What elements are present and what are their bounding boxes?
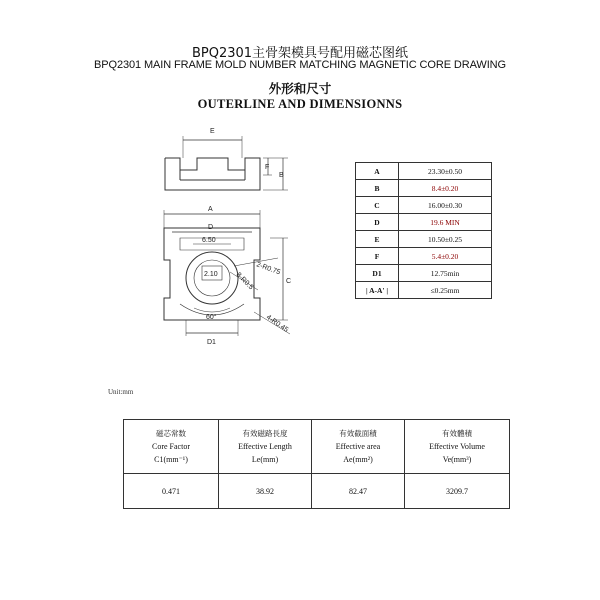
header-core-factor: 磁芯常数 Core Factor C1(mm⁻¹) — [124, 420, 219, 474]
dimension-row — [356, 282, 492, 299]
title-chinese: BPQ2301主骨架模具号配用磁芯图纸 — [191, 46, 409, 61]
dimension-key: C — [356, 197, 399, 214]
value-effective-length: 38.92 — [219, 474, 312, 509]
dimensions-table — [355, 162, 492, 299]
core-parameters-table — [123, 419, 510, 509]
dimension-key: B — [356, 180, 399, 197]
dimension-value: 19.6 MIN — [399, 214, 492, 231]
dimension-value: 8.4±0.20 — [399, 180, 492, 197]
header-effective-length: 有效磁路長度 Effective Length Le(mm) — [219, 420, 312, 474]
dimension-row — [356, 248, 492, 265]
value-core-factor: 0.471 — [124, 474, 219, 509]
dimension-row — [356, 197, 492, 214]
dimension-key: | A-A' | — [356, 282, 399, 299]
dimension-value: ≤0.25mm — [399, 282, 492, 299]
label-b: B — [279, 172, 284, 179]
dimension-key: E — [356, 231, 399, 248]
label-d: D — [208, 224, 214, 231]
label-f: F — [265, 164, 270, 171]
dim-r05: 8-R0.5 — [234, 271, 255, 292]
header-effective-area: 有效截面積 Effective area Ae(mm²) — [312, 420, 405, 474]
dimension-value: 12.75min — [399, 265, 492, 282]
side-view — [165, 136, 288, 190]
dimension-value: 10.50±0.25 — [399, 231, 492, 248]
dimension-row — [356, 163, 492, 180]
label-c: C — [286, 278, 292, 285]
dimension-row — [356, 180, 492, 197]
dimension-key: D — [356, 214, 399, 231]
dim-r075: 2-R0.75 — [255, 261, 282, 277]
dim-650: 6.50 — [202, 237, 216, 244]
dimension-row — [356, 214, 492, 231]
label-a: A — [208, 206, 213, 213]
dimension-key: A — [356, 163, 399, 180]
dimension-row — [356, 231, 492, 248]
dimension-value: 23.30±0.50 — [399, 163, 492, 180]
value-effective-area: 82.47 — [312, 474, 405, 509]
core-drawing — [150, 120, 310, 350]
params-header-row — [124, 420, 510, 474]
label-e: E — [210, 128, 215, 135]
dimension-value: 16.00±0.30 — [399, 197, 492, 214]
label-d1: D1 — [207, 339, 216, 346]
dim-210: 2.10 — [204, 271, 218, 278]
dimension-key: D1 — [356, 265, 399, 282]
dimension-value: 5.4±0.20 — [399, 248, 492, 265]
value-effective-volume: 3209.7 — [405, 474, 510, 509]
subtitle-chinese: 外形和尺寸 — [268, 81, 332, 96]
title-english: BPQ2301 MAIN FRAME MOLD NUMBER MATCHING MAGNETIC CORE DRAWING — [94, 59, 506, 71]
params-value-row — [124, 474, 510, 509]
dimension-key: F — [356, 248, 399, 265]
dim-60-degree: 60° — [206, 314, 217, 321]
unit-label: Unit:mm — [108, 388, 134, 396]
header-effective-volume: 有效體積 Effective Volume Ve(mm³) — [405, 420, 510, 474]
subtitle-english: OUTERLINE AND DIMENSIONNS — [197, 97, 403, 111]
dim-r045: 4-R0.45 — [264, 313, 290, 334]
dimension-row — [356, 265, 492, 282]
